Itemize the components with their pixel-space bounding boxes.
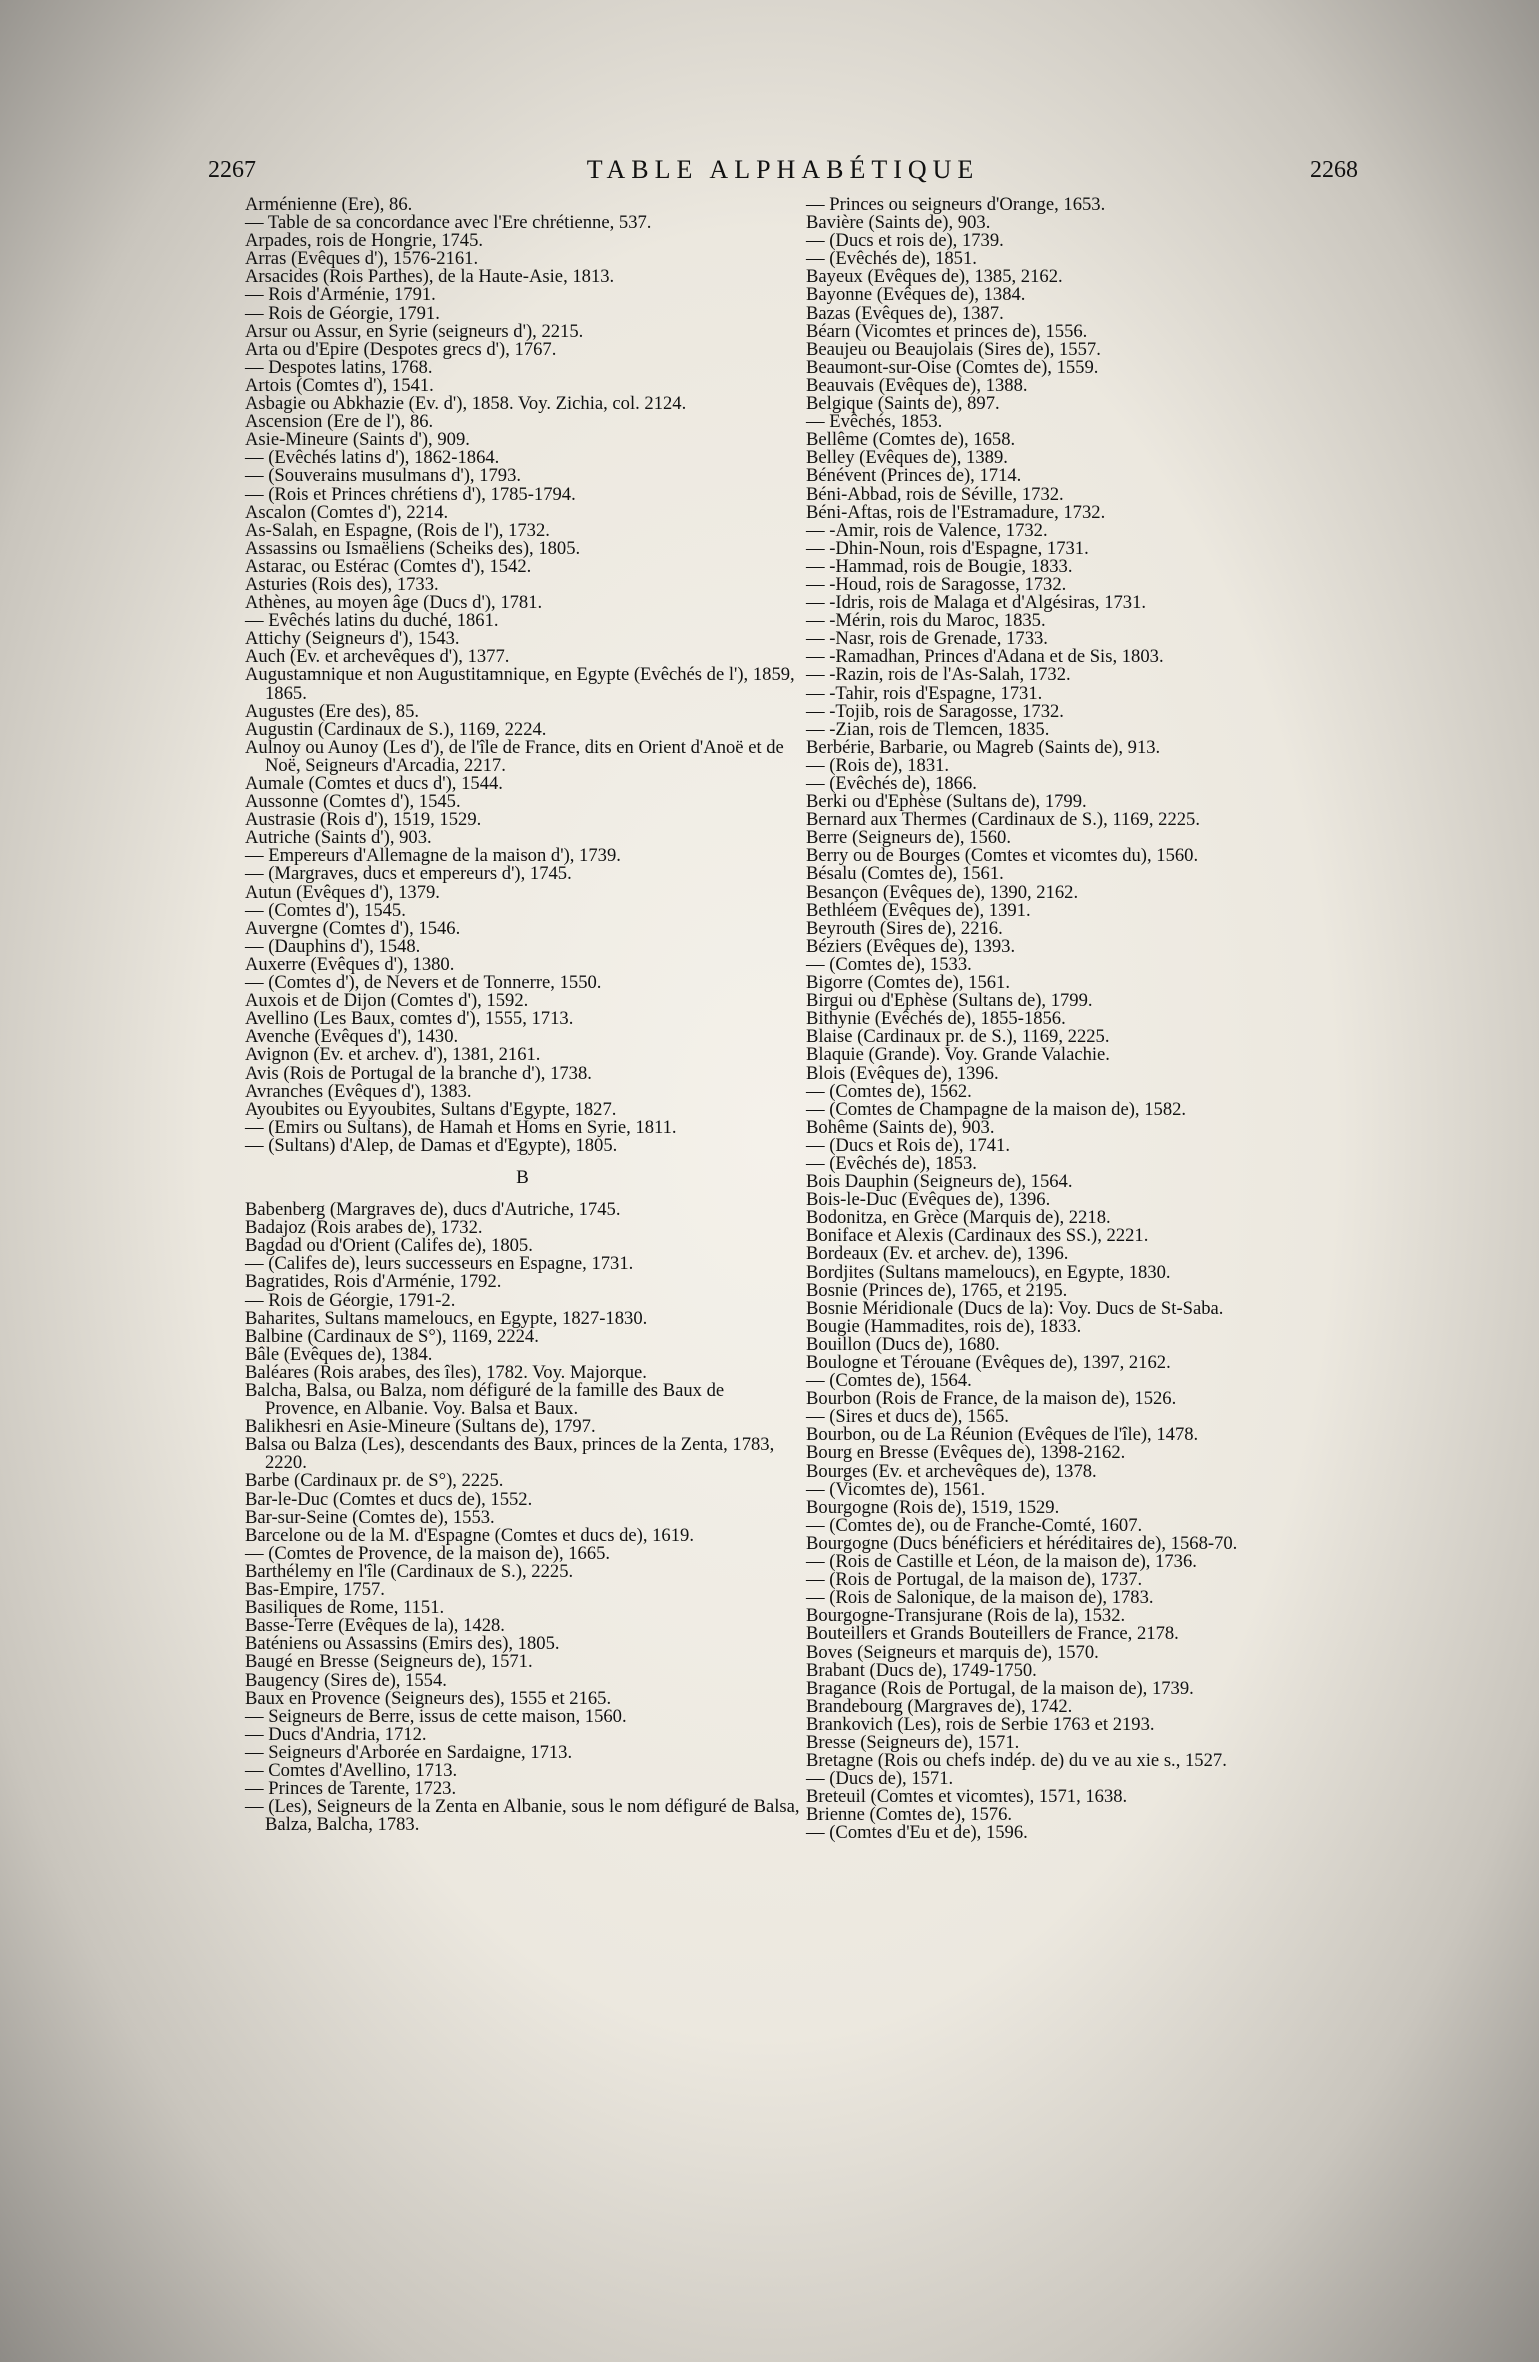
index-entry: Beyrouth (Sires de), 2216. bbox=[806, 917, 1003, 939]
index-entry: — (Comtes de), ou de Franche-Comté, 1607. bbox=[806, 1514, 1143, 1536]
index-entry: Auch (Ev. et archevêques d'), 1377. bbox=[245, 646, 510, 668]
index-entry: Baugency (Sires de), 1554. bbox=[245, 1669, 447, 1691]
index-entry: — (Comtes d'), de Nevers et de Tonnerre, 1550. bbox=[245, 972, 602, 994]
index-entry: Bâle (Evêques de), 1384. bbox=[245, 1343, 433, 1365]
index-entry: Ascension (Ere de l'), 86. bbox=[245, 411, 434, 433]
index-entry: Bourg en Bresse (Evêques de), 1398-2162. bbox=[806, 1442, 1126, 1464]
index-entry: — Seigneurs d'Arborée en Sardaigne, 1713. bbox=[245, 1741, 573, 1763]
index-entry: Bigorre (Comtes de), 1561. bbox=[806, 972, 1010, 994]
index-entry: Bayonne (Evêques de), 1384. bbox=[806, 284, 1026, 306]
index-entry: Aussonne (Comtes d'), 1545. bbox=[245, 791, 461, 813]
index-entry: Bourbon, ou de La Réunion (Evêques de l'île), 1478. bbox=[806, 1424, 1199, 1446]
index-entry: — Seigneurs de Berre, issus de cette maison, 1560. bbox=[245, 1705, 627, 1727]
index-entry: Ayoubites ou Eyyoubites, Sultans d'Egypte, 1827. bbox=[245, 1098, 617, 1120]
index-entry: — Rois d'Arménie, 1791. bbox=[245, 284, 436, 306]
index-entry: Astarac, ou Estérac (Comtes d'), 1542. bbox=[245, 555, 532, 577]
index-entry: Avellino (Les Baux, comtes d'), 1555, 1713. bbox=[245, 1008, 574, 1030]
index-entry: Berbérie, Barbarie, ou Magreb (Saints de), 913. bbox=[806, 736, 1161, 758]
index-entry: Avis (Rois de Portugal de la branche d'), 1738. bbox=[245, 1062, 592, 1084]
index-entry: — (Evêchés de), 1851. bbox=[806, 248, 977, 270]
index-entry: — -Tojib, rois de Saragosse, 1732. bbox=[806, 700, 1064, 722]
index-entry: Barthélemy en l'île (Cardinaux de S.), 2225. bbox=[245, 1560, 574, 1582]
section-letter-b: B bbox=[516, 1166, 529, 1188]
index-entry: — (Ducs et rois de), 1739. bbox=[806, 230, 1004, 252]
index-entry: Baugé en Bresse (Seigneurs de), 1571. bbox=[245, 1651, 533, 1673]
index-entry: Auxerre (Evêques d'), 1380. bbox=[245, 953, 455, 975]
index-entry: Bazas (Evêques de), 1387. bbox=[806, 302, 1004, 324]
index-entry: — (Evêchés de), 1853. bbox=[806, 1152, 977, 1174]
index-entry: Basse-Terre (Evêques de la), 1428. bbox=[245, 1615, 505, 1637]
index-entry: Balikhesri en Asie-Mineure (Sultans de), 1797. bbox=[245, 1416, 596, 1438]
index-entry: Beaumont-sur-Oise (Comtes de), 1559. bbox=[806, 356, 1099, 378]
index-entry: Bragance (Rois de Portugal, de la maison de), 1739. bbox=[806, 1677, 1194, 1699]
index-entry: — (Ducs et Rois de), 1741. bbox=[806, 1134, 1010, 1156]
index-entry: — (Comtes de), 1564. bbox=[806, 1370, 972, 1392]
index-entry: Béni-Aftas, rois de l'Estramadure, 1732. bbox=[806, 501, 1106, 523]
index-entry: Besançon (Evêques de), 1390, 2162. bbox=[806, 881, 1079, 903]
index-entry: Brankovich (Les), rois de Serbie 1763 et 2193. bbox=[806, 1713, 1155, 1735]
index-entry: Barbe (Cardinaux pr. de S°), 2225. bbox=[245, 1470, 504, 1492]
index-entry: — (Sultans) d'Alep, de Damas et d'Egypte), 1805. bbox=[245, 1134, 618, 1156]
index-entry: Birgui ou d'Ephèse (Sultans de), 1799. bbox=[806, 990, 1093, 1012]
index-entry: As-Salah, en Espagne, (Rois de l'), 1732. bbox=[245, 519, 550, 541]
index-entry: Bagdad ou d'Orient (Califes de), 1805. bbox=[245, 1235, 533, 1257]
index-entry: Balsa ou Balza (Les), descendants des Baux, princes de la Zenta, 1783, 2220. bbox=[245, 1434, 775, 1474]
index-entry: — (Emirs ou Sultans), de Hamah et Homs en Syrie, 1811. bbox=[245, 1116, 677, 1138]
index-entry: Arménienne (Ere), 86. bbox=[245, 194, 413, 215]
index-entry: Balcha, Balsa, ou Balza, nom défiguré de la famille des Baux de Provence, en Albanie. Voy. Balsa et Baux. bbox=[245, 1380, 725, 1420]
index-entry: Baténiens ou Assassins (Emirs des), 1805. bbox=[245, 1633, 560, 1655]
index-entry: Bougie (Hammadites, rois de), 1833. bbox=[806, 1315, 1082, 1337]
index-entry: Augustamnique et non Augustitamnique, en Egypte (Evêchés de l'), 1859, 1865. bbox=[245, 664, 795, 704]
index-entry: — (Rois de Castille et Léon, de la maison de), 1736. bbox=[806, 1551, 1197, 1573]
index-entry: Ascalon (Comtes d'), 2214. bbox=[245, 501, 449, 523]
index-entry: Brabant (Ducs de), 1749-1750. bbox=[806, 1659, 1037, 1681]
index-entry: Bayeux (Evêques de), 1385, 2162. bbox=[806, 266, 1063, 288]
index-entry: — Evêchés, 1853. bbox=[806, 411, 943, 433]
index-entry: Avranches (Evêques d'), 1383. bbox=[245, 1080, 472, 1102]
index-entry: Bourbon (Rois de France, de la maison de), 1526. bbox=[806, 1388, 1177, 1410]
index-entry: Augustin (Cardinaux de S.), 1169, 2224. bbox=[245, 718, 547, 740]
index-entry: — Princes de Tarente, 1723. bbox=[245, 1778, 457, 1800]
right-page-number: 2268 bbox=[1310, 156, 1358, 183]
index-entry: Bethléem (Evêques de), 1391. bbox=[806, 899, 1031, 921]
index-entry: Berry ou de Bourges (Comtes et vicomtes du), 1560. bbox=[806, 845, 1199, 867]
index-entry: — (Souverains musulmans d'), 1793. bbox=[245, 465, 522, 487]
index-entry: Bénévent (Princes de), 1714. bbox=[806, 465, 1022, 487]
index-entry: — (Rois de), 1831. bbox=[806, 754, 950, 776]
index-entry: Artois (Comtes d'), 1541. bbox=[245, 374, 434, 396]
index-entry: — (Comtes d'Eu et de), 1596. bbox=[806, 1822, 1028, 1844]
index-entry: Basiliques de Rome, 1151. bbox=[245, 1597, 445, 1619]
index-entry: Bretagne (Rois ou chefs indép. de) du ve au xie s., 1527. bbox=[806, 1750, 1227, 1772]
index-entry: Bosnie (Princes de), 1765, et 2195. bbox=[806, 1279, 1068, 1301]
index-entry: Brienne (Comtes de), 1576. bbox=[806, 1804, 1013, 1826]
index-entry: Belley (Evêques de), 1389. bbox=[806, 447, 1008, 469]
index-entry: — -Amir, rois de Valence, 1732. bbox=[806, 519, 1048, 541]
index-entry: Baux en Provence (Seigneurs des), 1555 et 2165. bbox=[245, 1687, 612, 1709]
page-title: TABLE ALPHABÉTIQUE bbox=[586, 155, 980, 184]
index-entry: — (Comtes de), 1562. bbox=[806, 1080, 972, 1102]
index-entry: Arpades, rois de Hongrie, 1745. bbox=[245, 230, 484, 252]
index-entry: Aumale (Comtes et ducs d'), 1544. bbox=[245, 773, 503, 794]
index-entry: Asbagie ou Abkhazie (Ev. d'), 1858. Voy. Zichia, col. 2124. bbox=[245, 393, 687, 415]
index-entry: — -Razin, rois de l'As-Salah, 1732. bbox=[806, 664, 1071, 686]
index-entry: Belgique (Saints de), 897. bbox=[806, 393, 1000, 415]
index-entry: — -Tahir, rois d'Espagne, 1731. bbox=[806, 682, 1043, 704]
index-entry: Blaquie (Grande). Voy. Grande Valachie. bbox=[806, 1044, 1110, 1066]
index-entry: Berre (Seigneurs de), 1560. bbox=[806, 827, 1011, 849]
index-entry: — (Evêchés latins d'), 1862-1864. bbox=[245, 447, 500, 469]
index-entry: Bernard aux Thermes (Cardinaux de S.), 1169, 2225. bbox=[806, 809, 1200, 831]
left-column bbox=[245, 196, 800, 1834]
index-entry: Badajoz (Rois arabes de), 1732. bbox=[245, 1217, 483, 1239]
index-entry: Boulogne et Térouane (Evêques de), 1397, 2162. bbox=[806, 1352, 1171, 1373]
index-entry: Bordeaux (Ev. et archev. de), 1396. bbox=[806, 1243, 1069, 1265]
page-header bbox=[208, 150, 1358, 190]
index-entry: Bresse (Seigneurs de), 1571. bbox=[806, 1731, 1020, 1753]
index-entry: — (Rois et Princes chrétiens d'), 1785-1794. bbox=[245, 483, 576, 505]
index-entry: — (Califes de), leurs successeurs en Espagne, 1731. bbox=[245, 1253, 634, 1275]
index-entry: — Empereurs d'Allemagne de la maison d'), 1739. bbox=[245, 845, 621, 867]
index-entry: Béni-Abbad, rois de Séville, 1732. bbox=[806, 483, 1064, 505]
index-entry: Bourges (Ev. et archevêques de), 1378. bbox=[806, 1460, 1097, 1482]
index-entry: Bodonitza, en Grèce (Marquis de), 2218. bbox=[806, 1207, 1111, 1229]
index-entry: Bosnie Méridionale (Ducs de la): Voy. Ducs de St-Saba. bbox=[806, 1297, 1224, 1319]
entries-right bbox=[806, 196, 1361, 1843]
index-entry: — -Zian, rois de Tlemcen, 1835. bbox=[806, 718, 1050, 740]
index-entry: Babenberg (Margraves de), ducs d'Autriche, 1745. bbox=[245, 1199, 621, 1221]
index-entry: — Comtes d'Avellino, 1713. bbox=[245, 1759, 458, 1781]
index-entry: — (Comtes d'), 1545. bbox=[245, 899, 406, 921]
index-entry: — Rois de Géorgie, 1791-2. bbox=[245, 1289, 456, 1311]
index-entry: — (Evêchés de), 1866. bbox=[806, 773, 977, 794]
index-entry: Bellême (Comtes de), 1658. bbox=[806, 429, 1016, 451]
index-entry: Bavière (Saints de), 903. bbox=[806, 212, 991, 234]
index-entry: Arta ou d'Epire (Despotes grecs d'), 1767. bbox=[245, 338, 557, 360]
index-entry: Brandebourg (Margraves de), 1742. bbox=[806, 1695, 1073, 1717]
index-entry: — (Rois de Salonique, de la maison de), 1783. bbox=[806, 1587, 1154, 1609]
index-entry: — (Rois de Portugal, de la maison de), 1737. bbox=[806, 1569, 1143, 1591]
index-entry: — -Ramadhan, Princes d'Adana et de Sis, 1803. bbox=[806, 646, 1164, 668]
index-entry: Beaujeu ou Beaujolais (Sires de), 1557. bbox=[806, 338, 1101, 360]
index-entry: Bagratides, Rois d'Arménie, 1792. bbox=[245, 1271, 502, 1293]
index-entry: Baléares (Rois arabes, des îles), 1782. Voy. Majorque. bbox=[245, 1361, 647, 1383]
index-entry: Boves (Seigneurs et marquis de), 1570. bbox=[806, 1641, 1099, 1663]
index-entry: — Table de sa concordance avec l'Ere chrétienne, 537. bbox=[245, 212, 652, 234]
index-entry: Austrasie (Rois d'), 1519, 1529. bbox=[245, 809, 482, 831]
index-entry: — (Margraves, ducs et empereurs d'), 1745. bbox=[245, 863, 572, 885]
index-entry: Athènes, au moyen âge (Ducs d'), 1781. bbox=[245, 592, 543, 614]
index-entry: Blois (Evêques de), 1396. bbox=[806, 1062, 999, 1084]
entries-b bbox=[245, 1201, 800, 1834]
index-entry: Barcelone ou de la M. d'Espagne (Comtes et ducs de), 1619. bbox=[245, 1524, 694, 1546]
index-entry: — -Houd, rois de Saragosse, 1732. bbox=[806, 573, 1067, 595]
index-entry: Bordjites (Sultans mameloucs), en Egypte, 1830. bbox=[806, 1261, 1171, 1283]
index-entry: Bois Dauphin (Seigneurs de), 1564. bbox=[806, 1171, 1073, 1193]
index-entry: — -Hammad, rois de Bougie, 1833. bbox=[806, 555, 1073, 577]
index-entry: Asturies (Rois des), 1733. bbox=[245, 573, 439, 595]
index-entry: — Despotes latins, 1768. bbox=[245, 356, 433, 378]
index-entry: — -Idris, rois de Malaga et d'Algésiras, 1731. bbox=[806, 592, 1147, 614]
index-entry: Bar-sur-Seine (Comtes de), 1553. bbox=[245, 1506, 495, 1528]
index-entry: Balbine (Cardinaux de S°), 1169, 2224. bbox=[245, 1325, 539, 1347]
index-entry: Avenche (Evêques d'), 1430. bbox=[245, 1026, 459, 1048]
index-entry: Assassins ou Ismaëliens (Scheiks des), 1805. bbox=[245, 537, 581, 559]
index-entry: Bohême (Saints de), 903. bbox=[806, 1116, 995, 1138]
index-entry: — (Comtes de), 1533. bbox=[806, 953, 972, 975]
index-entry: Avignon (Ev. et archev. d'), 1381, 2161. bbox=[245, 1044, 541, 1066]
index-entry: — (Dauphins d'), 1548. bbox=[245, 935, 421, 957]
index-entry: Bois-le-Duc (Evêques de), 1396. bbox=[806, 1189, 1051, 1211]
index-entry: Auxois et de Dijon (Comtes d'), 1592. bbox=[245, 990, 529, 1012]
index-entry: — Evêchés latins du duché, 1861. bbox=[245, 610, 499, 632]
index-entry: Bas-Empire, 1757. bbox=[245, 1579, 385, 1601]
index-entry: — -Mérin, rois du Maroc, 1835. bbox=[806, 610, 1046, 632]
index-entry: — Rois de Géorgie, 1791. bbox=[245, 302, 440, 324]
index-entry: Beauvais (Evêques de), 1388. bbox=[806, 374, 1028, 396]
index-entry: Blaise (Cardinaux pr. de S.), 1169, 2225. bbox=[806, 1026, 1110, 1048]
index-entry: — (Vicomtes de), 1561. bbox=[806, 1478, 986, 1500]
right-column bbox=[806, 196, 1361, 1843]
entries-a bbox=[245, 196, 800, 1155]
index-entry: Auvergne (Comtes d'), 1546. bbox=[245, 917, 461, 939]
index-entry: Breteuil (Comtes et vicomtes), 1571, 1638. bbox=[806, 1786, 1128, 1808]
index-entry: Bourgogne (Ducs bénéficiers et héréditaires de), 1568-70. bbox=[806, 1532, 1238, 1554]
index-entry: Autriche (Saints d'), 903. bbox=[245, 827, 432, 849]
index-entry: Augustes (Ere des), 85. bbox=[245, 700, 420, 722]
index-entry: — (Comtes de Provence, de la maison de), 1665. bbox=[245, 1542, 611, 1564]
index-entry: Berki ou d'Ephèse (Sultans de), 1799. bbox=[806, 791, 1087, 813]
index-entry: Autun (Evêques d'), 1379. bbox=[245, 881, 440, 903]
index-entry: Bourgogne-Transjurane (Rois de la), 1532. bbox=[806, 1605, 1126, 1627]
index-entry: Bar-le-Duc (Comtes et ducs de), 1552. bbox=[245, 1488, 533, 1510]
index-entry: Boniface et Alexis (Cardinaux des SS.), 2221. bbox=[806, 1225, 1149, 1247]
index-entry: Arsur ou Assur, en Syrie (seigneurs d'), 2215. bbox=[245, 320, 584, 342]
index-entry: — -Dhin-Noun, rois d'Espagne, 1731. bbox=[806, 537, 1089, 559]
index-entry: — Ducs d'Andria, 1712. bbox=[245, 1723, 427, 1745]
index-entry: — (Comtes de Champagne de la maison de), 1582. bbox=[806, 1098, 1187, 1120]
index-entry: Baharites, Sultans mameloucs, en Egypte, 1827-1830. bbox=[245, 1307, 648, 1329]
index-entry: Bithynie (Evêchés de), 1855-1856. bbox=[806, 1008, 1066, 1030]
left-page-number: 2267 bbox=[208, 156, 256, 183]
index-entry: Bésalu (Comtes de), 1561. bbox=[806, 863, 1004, 885]
index-entry: Bouillon (Ducs de), 1680. bbox=[806, 1333, 1000, 1355]
index-entry: Arsacides (Rois Parthes), de la Haute-Asie, 1813. bbox=[245, 266, 615, 288]
index-entry: Asie-Mineure (Saints d'), 909. bbox=[245, 429, 470, 451]
index-entry: — (Sires et ducs de), 1565. bbox=[806, 1406, 1009, 1428]
index-entry: — (Les), Seigneurs de la Zenta en Albanie, sous le nom défiguré de Balsa, Balza, Balcha, 1783. bbox=[245, 1796, 800, 1836]
index-entry: Bouteillers et Grands Bouteillers de France, 2178. bbox=[806, 1623, 1179, 1645]
index-entry: — -Nasr, rois de Grenade, 1733. bbox=[806, 628, 1048, 650]
index-entry: — (Ducs de), 1571. bbox=[806, 1768, 954, 1790]
index-entry: Béziers (Evêques de), 1393. bbox=[806, 935, 1016, 957]
index-entry: Attichy (Seigneurs d'), 1543. bbox=[245, 628, 460, 650]
index-entry: — Princes ou seigneurs d'Orange, 1653. bbox=[806, 194, 1106, 215]
index-entry: Béarn (Vicomtes et princes de), 1556. bbox=[806, 320, 1088, 342]
index-entry: Aulnoy ou Aunoy (Les d'), de l'île de France, dits en Orient d'Anoë et de Noë, Seigneurs d'Arcadia, 2217. bbox=[245, 736, 784, 776]
index-entry: Bourgogne (Rois de), 1519, 1529. bbox=[806, 1496, 1060, 1518]
index-entry: Arras (Evêques d'), 1576-2161. bbox=[245, 248, 479, 270]
